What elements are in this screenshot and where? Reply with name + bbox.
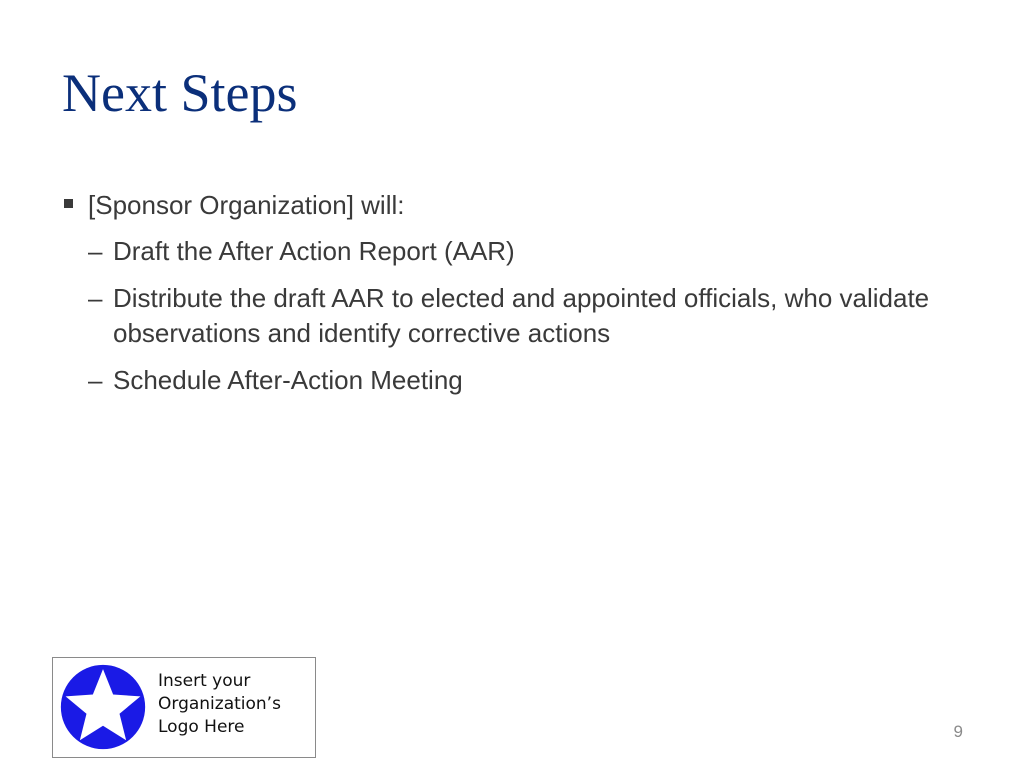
bullet-level-2 [64,234,964,269]
dash-marker: – [88,283,103,313]
slide-body [64,188,964,410]
bullet-level-1 [64,188,964,222]
page-number: 9 [953,722,963,741]
bullet-level-2 [64,363,964,398]
logo-text-line: Insert your [158,671,251,691]
logo-text-line: Logo Here [158,717,245,737]
square-bullet-icon [64,199,73,208]
bullet-text: [Sponsor Organization] will: [88,190,405,220]
logo-placeholder-text [158,670,281,739]
slide-title: Next Steps [62,63,298,123]
star-in-circle-icon [60,664,146,750]
logo-placeholder [52,657,316,758]
sub-bullet-text: Draft the After Action Report (AAR) [113,236,515,266]
sub-bullet-text: Schedule After-Action Meeting [113,365,463,395]
logo-text-line: Organization’s [158,694,281,714]
bullet-level-2 [64,281,964,351]
dash-marker: – [88,365,103,395]
sub-bullet-text: Distribute the draft AAR to elected and appointed officials, who validate observations and identify corrective actions [113,283,930,348]
dash-marker: – [88,236,103,266]
